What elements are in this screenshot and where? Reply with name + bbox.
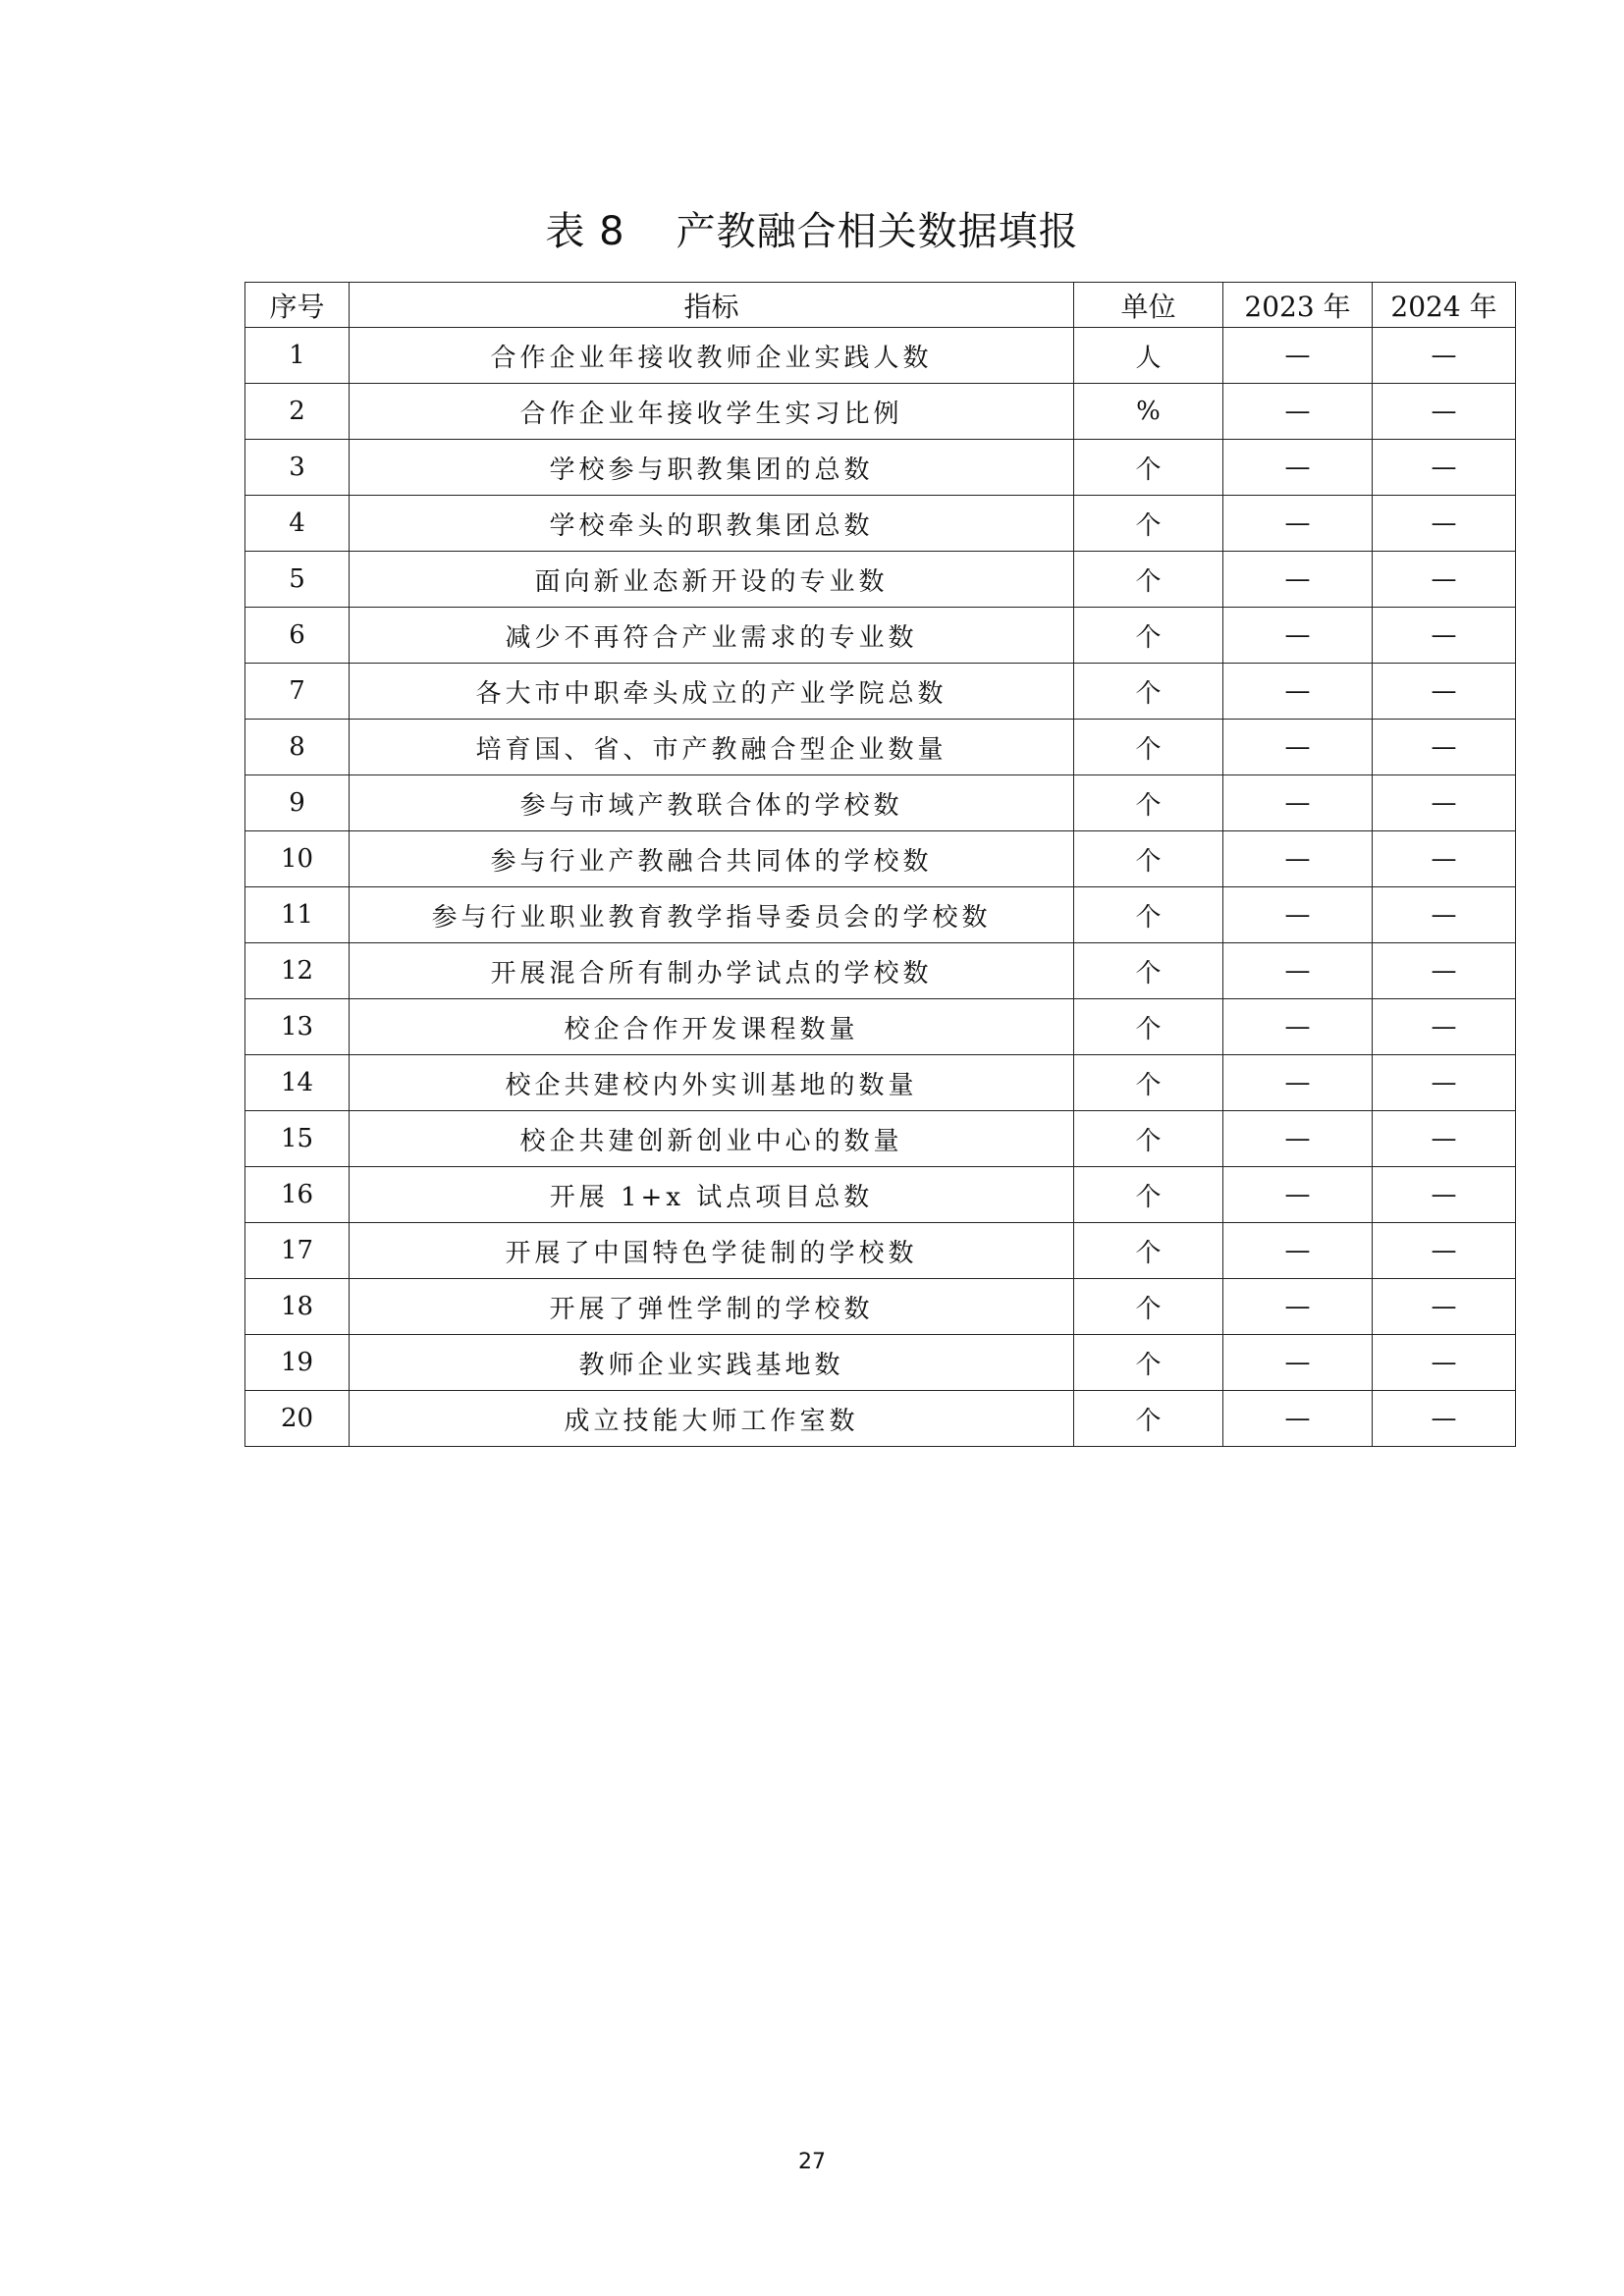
row-indicator: 学校参与职教集团的总数: [350, 440, 1074, 496]
row-serial: 19: [245, 1335, 350, 1391]
row-serial: 7: [245, 664, 350, 720]
row-indicator: 合作企业年接收学生实习比例: [350, 384, 1074, 440]
row-unit: %: [1074, 384, 1223, 440]
row-value-2023: —: [1223, 1279, 1373, 1335]
row-serial: 2: [245, 384, 350, 440]
row-indicator: 参与行业产教融合共同体的学校数: [350, 831, 1074, 887]
row-value-2024: —: [1373, 1223, 1516, 1279]
table-row: [245, 943, 1516, 999]
table-row: [245, 1335, 1516, 1391]
table-row: [245, 831, 1516, 887]
table-row: [245, 775, 1516, 831]
row-value-2023: —: [1223, 608, 1373, 664]
row-serial: 11: [245, 887, 350, 943]
table-title-text: 产教融合相关数据填报: [676, 209, 1079, 254]
row-value-2023: —: [1223, 1111, 1373, 1167]
header-row: [245, 283, 1516, 328]
row-unit: 人: [1074, 328, 1223, 384]
row-serial: 1: [245, 328, 350, 384]
row-unit: 个: [1074, 1055, 1223, 1111]
row-value-2024: —: [1373, 1167, 1516, 1223]
row-value-2024: —: [1373, 887, 1516, 943]
row-value-2024: —: [1373, 1055, 1516, 1111]
row-value-2024: —: [1373, 1391, 1516, 1447]
row-unit: 个: [1074, 720, 1223, 775]
table-row: [245, 608, 1516, 664]
row-unit: 个: [1074, 775, 1223, 831]
row-unit: 个: [1074, 943, 1223, 999]
row-unit: 个: [1074, 999, 1223, 1055]
row-value-2023: —: [1223, 384, 1373, 440]
row-unit: 个: [1074, 1391, 1223, 1447]
row-value-2024: —: [1373, 496, 1516, 552]
data-table: [244, 282, 1516, 1447]
row-unit: 个: [1074, 1167, 1223, 1223]
row-value-2024: —: [1373, 775, 1516, 831]
row-indicator: 校企共建创新创业中心的数量: [350, 1111, 1074, 1167]
table-row: [245, 496, 1516, 552]
table-row: [245, 887, 1516, 943]
row-serial: 5: [245, 552, 350, 608]
table-row: [245, 384, 1516, 440]
table-row: [245, 1055, 1516, 1111]
row-value-2023: —: [1223, 887, 1373, 943]
row-indicator: 开展了中国特色学徒制的学校数: [350, 1223, 1074, 1279]
row-value-2024: —: [1373, 440, 1516, 496]
table-body: [245, 328, 1516, 1447]
row-indicator: 校企合作开发课程数量: [350, 999, 1074, 1055]
row-unit: 个: [1074, 1335, 1223, 1391]
row-serial: 9: [245, 775, 350, 831]
row-indicator: 各大市中职牵头成立的产业学院总数: [350, 664, 1074, 720]
row-indicator: 学校牵头的职教集团总数: [350, 496, 1074, 552]
row-value-2024: —: [1373, 831, 1516, 887]
row-serial: 6: [245, 608, 350, 664]
row-value-2024: —: [1373, 1279, 1516, 1335]
row-value-2023: —: [1223, 999, 1373, 1055]
table-row: [245, 552, 1516, 608]
table-row: [245, 328, 1516, 384]
row-unit: 个: [1074, 608, 1223, 664]
table-header: [245, 283, 1516, 328]
table-row: [245, 1223, 1516, 1279]
row-indicator: 减少不再符合产业需求的专业数: [350, 608, 1074, 664]
row-value-2023: —: [1223, 440, 1373, 496]
row-indicator: 教师企业实践基地数: [350, 1335, 1074, 1391]
row-unit: 个: [1074, 1279, 1223, 1335]
header-serial: 序号: [245, 283, 350, 328]
row-unit: 个: [1074, 1223, 1223, 1279]
page-number: 27: [798, 2150, 826, 2174]
row-value-2023: —: [1223, 552, 1373, 608]
table-row: [245, 664, 1516, 720]
row-value-2023: —: [1223, 831, 1373, 887]
row-value-2024: —: [1373, 1111, 1516, 1167]
row-unit: 个: [1074, 664, 1223, 720]
row-value-2024: —: [1373, 943, 1516, 999]
row-value-2023: —: [1223, 1335, 1373, 1391]
row-value-2023: —: [1223, 496, 1373, 552]
row-value-2024: —: [1373, 328, 1516, 384]
table-row: [245, 1391, 1516, 1447]
row-value-2024: —: [1373, 664, 1516, 720]
row-indicator: 校企共建校内外实训基地的数量: [350, 1055, 1074, 1111]
row-serial: 15: [245, 1111, 350, 1167]
row-value-2023: —: [1223, 664, 1373, 720]
row-indicator: 参与行业职业教育教学指导委员会的学校数: [350, 887, 1074, 943]
row-value-2024: —: [1373, 384, 1516, 440]
row-value-2024: —: [1373, 552, 1516, 608]
row-indicator: 开展了弹性学制的学校数: [350, 1279, 1074, 1335]
header-unit: 单位: [1074, 283, 1223, 328]
row-unit: 个: [1074, 887, 1223, 943]
row-indicator: 开展混合所有制办学试点的学校数: [350, 943, 1074, 999]
table-row: [245, 720, 1516, 775]
row-value-2023: —: [1223, 1167, 1373, 1223]
row-unit: 个: [1074, 440, 1223, 496]
row-indicator: 开展 1+x 试点项目总数: [350, 1167, 1074, 1223]
row-serial: 10: [245, 831, 350, 887]
row-unit: 个: [1074, 1111, 1223, 1167]
row-value-2024: —: [1373, 1335, 1516, 1391]
header-2023: 2023 年: [1223, 283, 1373, 328]
row-indicator: 培育国、省、市产教融合型企业数量: [350, 720, 1074, 775]
row-value-2023: —: [1223, 720, 1373, 775]
row-unit: 个: [1074, 552, 1223, 608]
table-row: [245, 440, 1516, 496]
table-row: [245, 1167, 1516, 1223]
row-serial: 20: [245, 1391, 350, 1447]
row-value-2023: —: [1223, 943, 1373, 999]
row-value-2023: —: [1223, 775, 1373, 831]
table-row: [245, 999, 1516, 1055]
row-indicator: 面向新业态新开设的专业数: [350, 552, 1074, 608]
header-indicator: 指标: [350, 283, 1074, 328]
table-row: [245, 1279, 1516, 1335]
table-number: 表 8: [545, 209, 625, 254]
row-serial: 16: [245, 1167, 350, 1223]
row-indicator: 成立技能大师工作室数: [350, 1391, 1074, 1447]
row-value-2024: —: [1373, 999, 1516, 1055]
row-value-2024: —: [1373, 608, 1516, 664]
row-serial: 13: [245, 999, 350, 1055]
row-value-2023: —: [1223, 1055, 1373, 1111]
table-row: [245, 1111, 1516, 1167]
row-value-2023: —: [1223, 328, 1373, 384]
row-serial: 4: [245, 496, 350, 552]
row-unit: 个: [1074, 496, 1223, 552]
row-indicator: 参与市域产教联合体的学校数: [350, 775, 1074, 831]
page-title: [0, 204, 1624, 259]
row-indicator: 合作企业年接收教师企业实践人数: [350, 328, 1074, 384]
header-2024: 2024 年: [1373, 283, 1516, 328]
row-value-2023: —: [1223, 1223, 1373, 1279]
row-unit: 个: [1074, 831, 1223, 887]
row-value-2023: —: [1223, 1391, 1373, 1447]
row-serial: 18: [245, 1279, 350, 1335]
row-value-2024: —: [1373, 720, 1516, 775]
row-serial: 14: [245, 1055, 350, 1111]
row-serial: 12: [245, 943, 350, 999]
row-serial: 8: [245, 720, 350, 775]
row-serial: 17: [245, 1223, 350, 1279]
row-serial: 3: [245, 440, 350, 496]
